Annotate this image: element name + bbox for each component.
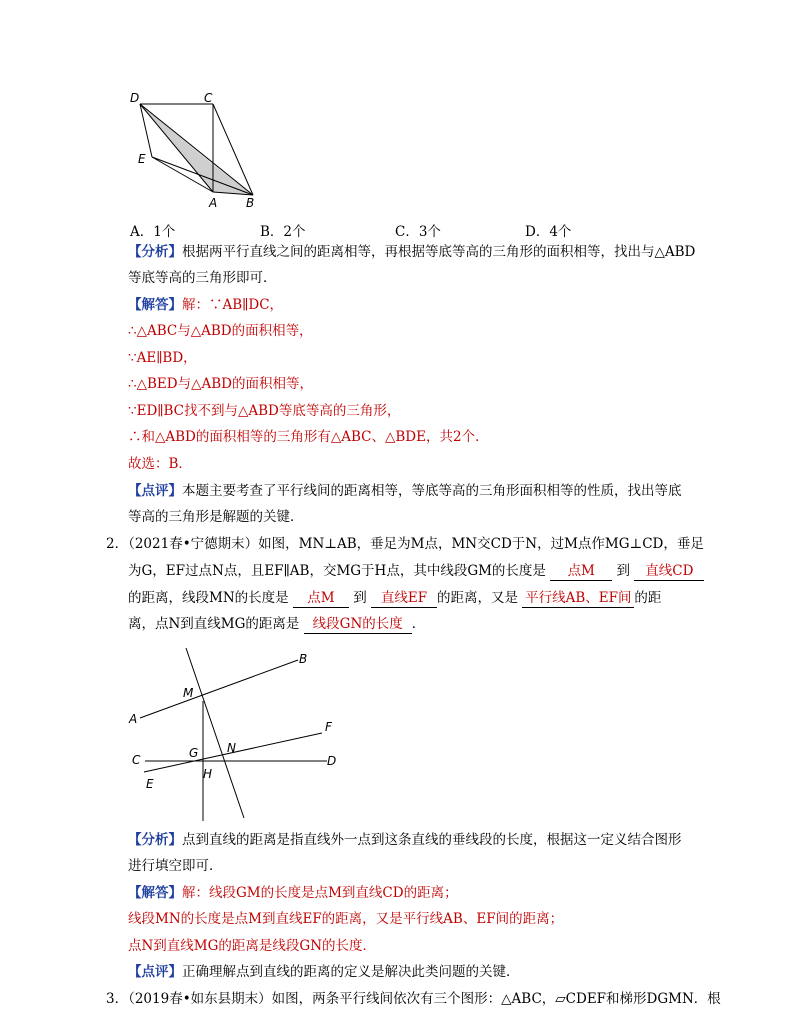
fig2-label-C: C	[132, 753, 141, 767]
blank-4: 直线EF	[371, 589, 437, 608]
blank-1: 点M	[550, 562, 612, 581]
q2-comment-line: 正确理解点到直线的距离的定义是解决此类问题的关键．	[182, 964, 520, 980]
q2-analysis	[128, 831, 682, 849]
label-B: B	[246, 196, 255, 210]
q1-choice: 故选：B．	[128, 456, 192, 472]
q1-comment-line2: 等高的三角形是解题的关键．	[128, 509, 304, 525]
label-C: C	[204, 91, 213, 105]
q2-text-3c: 的距	[634, 590, 662, 606]
fig2-label-H: H	[203, 767, 213, 781]
q2-analysis-line1: 点到直线的距离是指直线外一点到这条直线的垂线段的长度，根据这一定义结合图形	[182, 832, 682, 848]
q2-text-1: （2021春•宁德期末）如图，MN⊥AB，垂足为M点，MN交CD于N，过M点作MG⊥CD，垂足	[128, 536, 704, 552]
analysis-tag: 【分析】	[128, 244, 182, 260]
option-c: C．3个	[395, 224, 441, 240]
q1-step-4: ∵ED∥BC找不到与△ABD等底等高的三角形，	[128, 403, 401, 419]
q1-comment-line1: 本题主要考查了平行线间的距离相等，等底等高的三角形面积相等的性质，找出等底	[182, 483, 682, 499]
q3-text-1: （2019春•如东县期末）如图，两条平行线间依次有三个图形：△ABC，▱CDEF和梯形DGMN．根	[128, 991, 721, 1007]
blank-5: 平行线AB、EF间	[522, 589, 634, 608]
fig2-label-F: F	[325, 720, 332, 734]
q3-number: 3．	[106, 991, 129, 1007]
fig2-label-N: N	[227, 741, 236, 755]
fig2-label-D: D	[327, 754, 337, 768]
q1-step-1: ∴△ABC与△ABD的面积相等，	[128, 323, 313, 339]
q2-answer-line1: 解：线段GM的长度是点M到直线CD的距离；	[182, 885, 458, 901]
blank-6: 线段GN的长度	[304, 615, 412, 634]
q2-to-2: 到	[353, 590, 367, 606]
option-a: A．1个	[130, 224, 176, 240]
q2-number: 2．	[106, 536, 129, 552]
q2-text-3b: 的距离，又是	[437, 590, 519, 606]
option-b: B．2个	[260, 224, 306, 240]
comment-tag: 【点评】	[128, 483, 182, 499]
q2-text-4b: ．	[411, 616, 426, 632]
answer-tag: 【解答】	[128, 297, 182, 313]
blank-3: 点M	[293, 589, 349, 608]
q1-step-5: ∴和△ABD的面积相等的三角形有△ABC、△BDE，共2个．	[128, 429, 489, 445]
q2-text-3: 的距离，线段MN的长度是	[128, 590, 289, 606]
q2-comment-tag: 【点评】	[128, 964, 182, 980]
q3-line1	[106, 990, 721, 1008]
q2-to-1: 到	[616, 563, 631, 579]
fig2-label-M: M	[183, 686, 194, 700]
q2-answer-line3: 点N到直线MG的距离是线段GN的长度．	[128, 938, 377, 954]
q1-step-2: ∵AE∥BD，	[128, 350, 197, 366]
fig2-label-A: A	[129, 712, 138, 726]
q1-answer-intro: 解：∵AB∥DC，	[182, 297, 284, 313]
fig2-label-E: E	[146, 777, 154, 791]
option-d: D．4个	[525, 224, 572, 240]
label-E: E	[138, 152, 146, 166]
q2-text-4: 离，点N到直线MG的距离是	[128, 616, 300, 632]
q2-analysis-tag: 【分析】	[128, 832, 182, 848]
q1-step-3: ∴△BED与△ABD的面积相等，	[128, 376, 313, 392]
q2-answer-tag: 【解答】	[128, 885, 182, 901]
q2-answer-line2: 线段MN的长度是点M到直线EF的距离，又是平行线AB、EF间的距离；	[128, 911, 564, 927]
q2-analysis-line2: 进行填空即可．	[128, 858, 223, 874]
fig2-label-G: G	[189, 746, 199, 760]
q1-analysis-line1: 根据两平行直线之间的距离相等，再根据等底等高的三角形的面积相等，找出与△ABD	[182, 244, 696, 260]
label-A: A	[209, 196, 218, 210]
fig2-label-B: B	[299, 652, 308, 666]
q2-answer	[128, 884, 458, 902]
q2-comment	[128, 963, 520, 981]
blank-2: 直线CD	[634, 562, 704, 581]
q1-analysis-line2: 等底等高的三角形即可．	[128, 270, 277, 286]
q2-text-2: 为G，EF过点N点，且EF∥AB，交MG于H点，其中线段GM的长度是	[128, 563, 546, 579]
label-D: D	[130, 91, 140, 105]
